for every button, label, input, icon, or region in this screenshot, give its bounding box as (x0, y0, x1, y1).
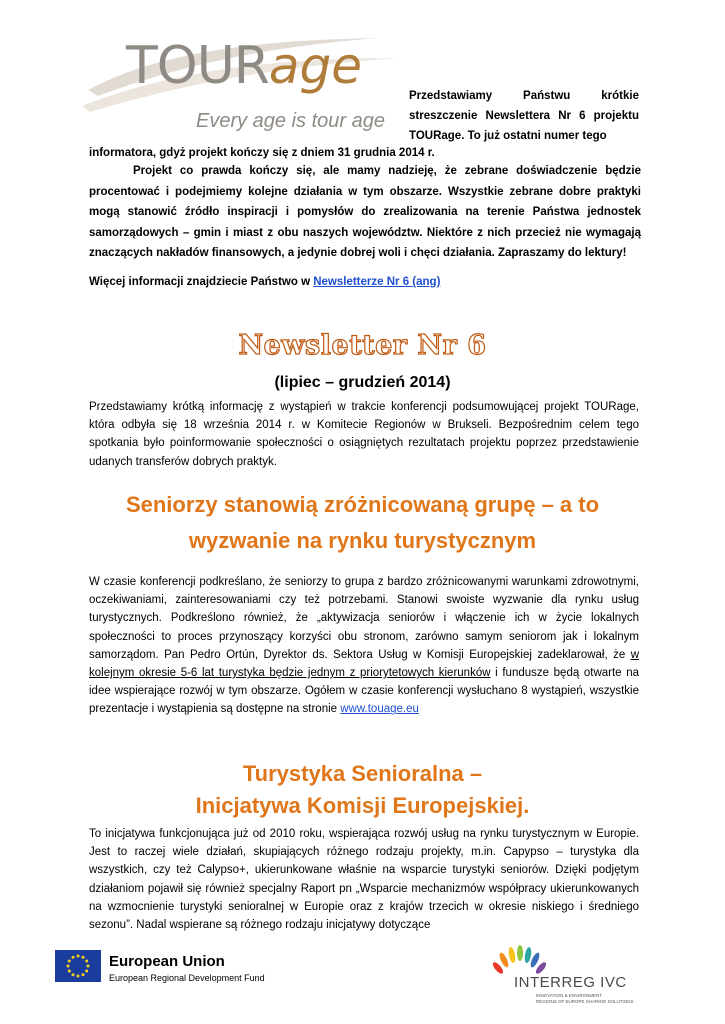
intro-text-continued: informatora, gdyż projekt kończy się z dniem 31 grudnia 2014 r. (89, 147, 435, 159)
eu-logo (55, 950, 315, 990)
interreg-subtitle-1: INNOVATION & ENVIRONMENT (536, 993, 603, 998)
section1-heading-line2: wyzwanie na rynku turystycznym (188, 528, 537, 553)
newsletter-title: Newsletter Nr 6 (238, 330, 487, 361)
section1-body-underlined: w kolejnym okresie 5-6 lat turystyka będzie jednym z priorytetowych kierunków (89, 648, 639, 680)
eu-title: European Union (109, 953, 225, 970)
eu-subtitle: European Regional Development Fund (109, 973, 265, 983)
interreg-subtitle-2: REGIONS OF EUROPE SHARING SOLUTIONS (536, 999, 634, 1004)
more-info-prefix: Więcej informacji znajdziecie Państwo w (89, 276, 314, 288)
interreg-logo (490, 940, 680, 1010)
interreg-title: INTERREG IVC (514, 974, 627, 991)
touage-website-link[interactable]: www.touage.eu (340, 703, 419, 716)
section1-body (89, 573, 639, 719)
logo-brand-accent: age (268, 37, 363, 95)
newsletter-link[interactable]: Newsletterze Nr 6 (ang) (313, 276, 441, 288)
section2-body: To inicjatywa funkcjonująca już od 2010 roku, wspierająca rozwój usług na rynku turystycznym w Europie. Jest to raczej wiele działań, skupiających różnego rodzaju projekty, m.in. Capypso – turystyka dla wszystkich, czy też Calypso+, ukierunkowane właśnie na wsparcie turystyki seniorów. Dzięki podjętym działaniom pojawił się również specjalny Raport pn „Wsparcie mechanizmów współpracy ukierunkowanych na wzmocnienie turystyki senioralnej w Europie oraz z krajów trzecich w okresie niskiego i średniego sezonu”. Nadal wspierane są różnego rodzaju inicjatywy dotyczące (89, 828, 639, 932)
newsletter-body: Przedstawiamy krótką informację z wystąpień w trakcie konferencji podsumowującej projekt TOURage, która odbyła się 18 września 2014 r. w Komitecie Regionów w Brukseli. Bezpośrednim celem tego spotkania było poinformowanie społeczności o osiągniętych rezultatach projektu poprzez przedstawienie udanych transferów dobrych praktyk. (89, 401, 639, 468)
logo-tagline: Every age is tour age (196, 110, 385, 132)
section2-heading-line2: Inicjatywa Komisji Europejskiej. (195, 793, 530, 818)
intro-paragraph: Projekt co prawda kończy się, ale mamy nadzieję, że zebrane doświadczenie będzie procentować i podejmiemy kolejne działania w tym obszarze. Wszystkie zebrane dobre praktyki mogą stanowić źródło inspiracji i pomysłów do zrealizowania na terenie Państwa jednostek samorządowych – gmin i miast z obu naszych województw. Niektóre z nich przecież nie wymagają znaczących nakładów finansowych, a jedynie dobrej woli i chęci działania. Zapraszamy do lektury! (89, 165, 641, 259)
section1-body-a: W czasie konferencji podkreślano, że seniorzy to grupa z bardzo zróżnicowanymi warunkami zdrowotnymi, oczekiwaniami, zainteresowaniami czy też potrzebami. Stanowi swoiste wyzwanie dla rynku usług turystycznych. Podkreślono również, że „aktywizacja seniorów i włączenie ich w życie lokalnych społeczności to proces przynoszący korzyści obu stronom, zarówno samym seniorom jak i lokalnym samorządom. Pan Pedro Ortún, Dyrektor ds. Sektora Usług w Komisji Europejskiej zadeklarował, że (89, 576, 639, 661)
eu-flag-icon (55, 950, 101, 982)
section1-heading-line1: Seniorzy stanowią zróżnicowaną grupę – a to (125, 492, 600, 517)
more-info-line (89, 276, 440, 288)
section1-body-b: i fundusze będą otwarte na idee wspierające rozwój w tym obszarze. Ogółem w czasie konferencji wysłuchano 8 wystąpień, wszystkie prezentacje i wystąpienia są dostępne na stronie (89, 667, 639, 716)
tourage-logo (78, 32, 408, 142)
newsletter-subtitle: (lipiec – grudzień 2014) (274, 374, 451, 391)
intro-text-right: Przedstawiamy Państwu krótkie streszczenie Newslettera Nr 6 projektu TOURage. To już ostatni numer tego (409, 90, 639, 142)
section2-heading-line1: Turystyka Senioralna – (242, 761, 483, 786)
logo-brand-main: TOUR (126, 36, 269, 96)
